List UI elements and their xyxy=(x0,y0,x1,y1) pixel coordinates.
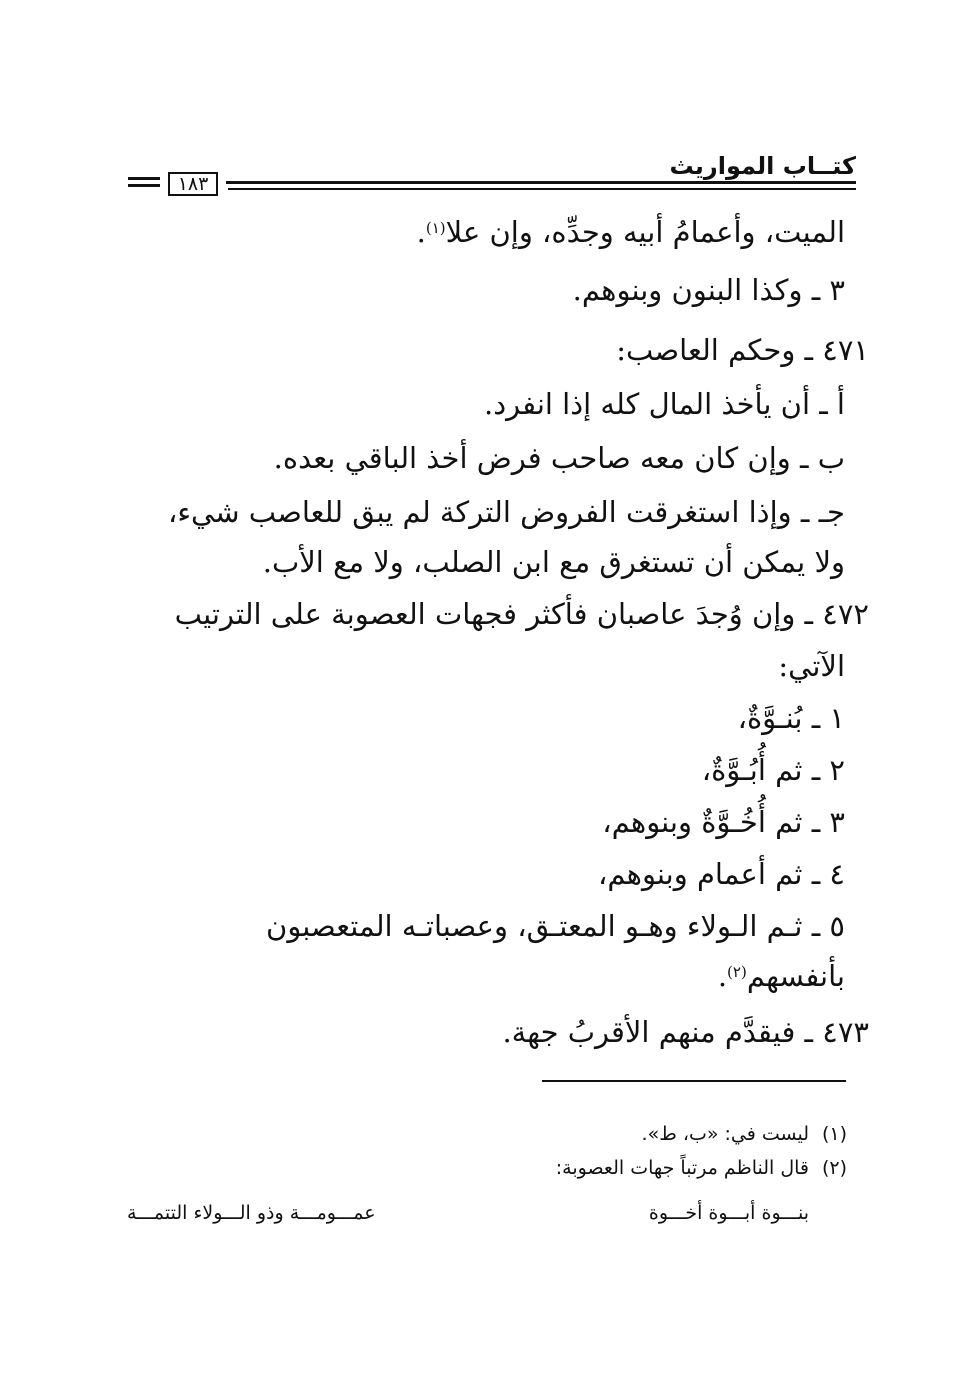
text-line: ولا يمكن أن تستغرق مع ابن الصلب، ولا مع الأب. xyxy=(262,545,845,579)
header-rule-thin xyxy=(228,188,856,190)
poem-verse xyxy=(127,1202,847,1232)
clause-472: ٤٧٢ ـ وإن وُجدَ عاصبان فأكثر فجهات العصوبة على الترتيب xyxy=(174,597,869,631)
text-line: ب ـ وإن كان معه صاحب فرض أخذ الباقي بعده. xyxy=(273,441,845,475)
text-line: الميت، وأعمامُ أبيه وجدِّه، وإن علا$^{(١)}$. xyxy=(416,215,845,249)
list-item: ١ ـ بُنـوَّةٌ، xyxy=(737,701,845,735)
list-item: ٣ ـ ثم أُخُـوَّةٌ وبنوهم، xyxy=(602,805,845,839)
list-item: ٥ ـ ثـم الـولاء وهـو المعتـق، وعصباتـه المتعصبون xyxy=(266,909,845,943)
verse-first-hemistich: بنـــوة أبـــوة أخـــوة xyxy=(648,1202,809,1224)
clause-473: ٤٧٣ ـ فيقدَّم منهم الأقربُ جهة. xyxy=(502,1015,869,1049)
text-line: بأنفسهم$^{(٢)}$. xyxy=(717,959,845,993)
text-line: أ ـ أن يأخذ المال كله إذا انفرد. xyxy=(484,387,845,421)
text-line: ٣ ـ وكذا البنون وبنوهم. xyxy=(572,273,845,307)
header-decoration xyxy=(128,177,160,191)
header-rule xyxy=(226,181,856,184)
verse-second-hemistich: عمـــومـــة وذو الـــولاء التتمـــة xyxy=(127,1202,376,1224)
footnote-2: (٢)قال الناظم مرتباً جهات العصوبة: xyxy=(555,1157,847,1179)
text-line: جـ ـ وإذا استغرقت الفروض التركة لم يبق للعاصب شيء، xyxy=(168,495,845,529)
page-header xyxy=(128,150,856,200)
footnote-separator xyxy=(542,1080,846,1082)
footnote-ref-2: (٢) xyxy=(727,963,747,981)
clause-471: ٤٧١ ـ وحكم العاصب: xyxy=(616,333,869,367)
footnote-ref-1: (١) xyxy=(425,219,446,237)
chapter-title: كتــاب المواريث xyxy=(669,152,856,180)
list-item: ٤ ـ ثم أعمام وبنوهم، xyxy=(598,857,845,891)
footnote-1: (١)ليست في: «ب، ط». xyxy=(641,1123,847,1145)
text-line: الآتي: xyxy=(778,649,845,683)
list-item: ٢ ـ ثم أُبُـوَّةٌ، xyxy=(701,753,845,787)
page-number: ١٨٣ xyxy=(168,172,218,196)
